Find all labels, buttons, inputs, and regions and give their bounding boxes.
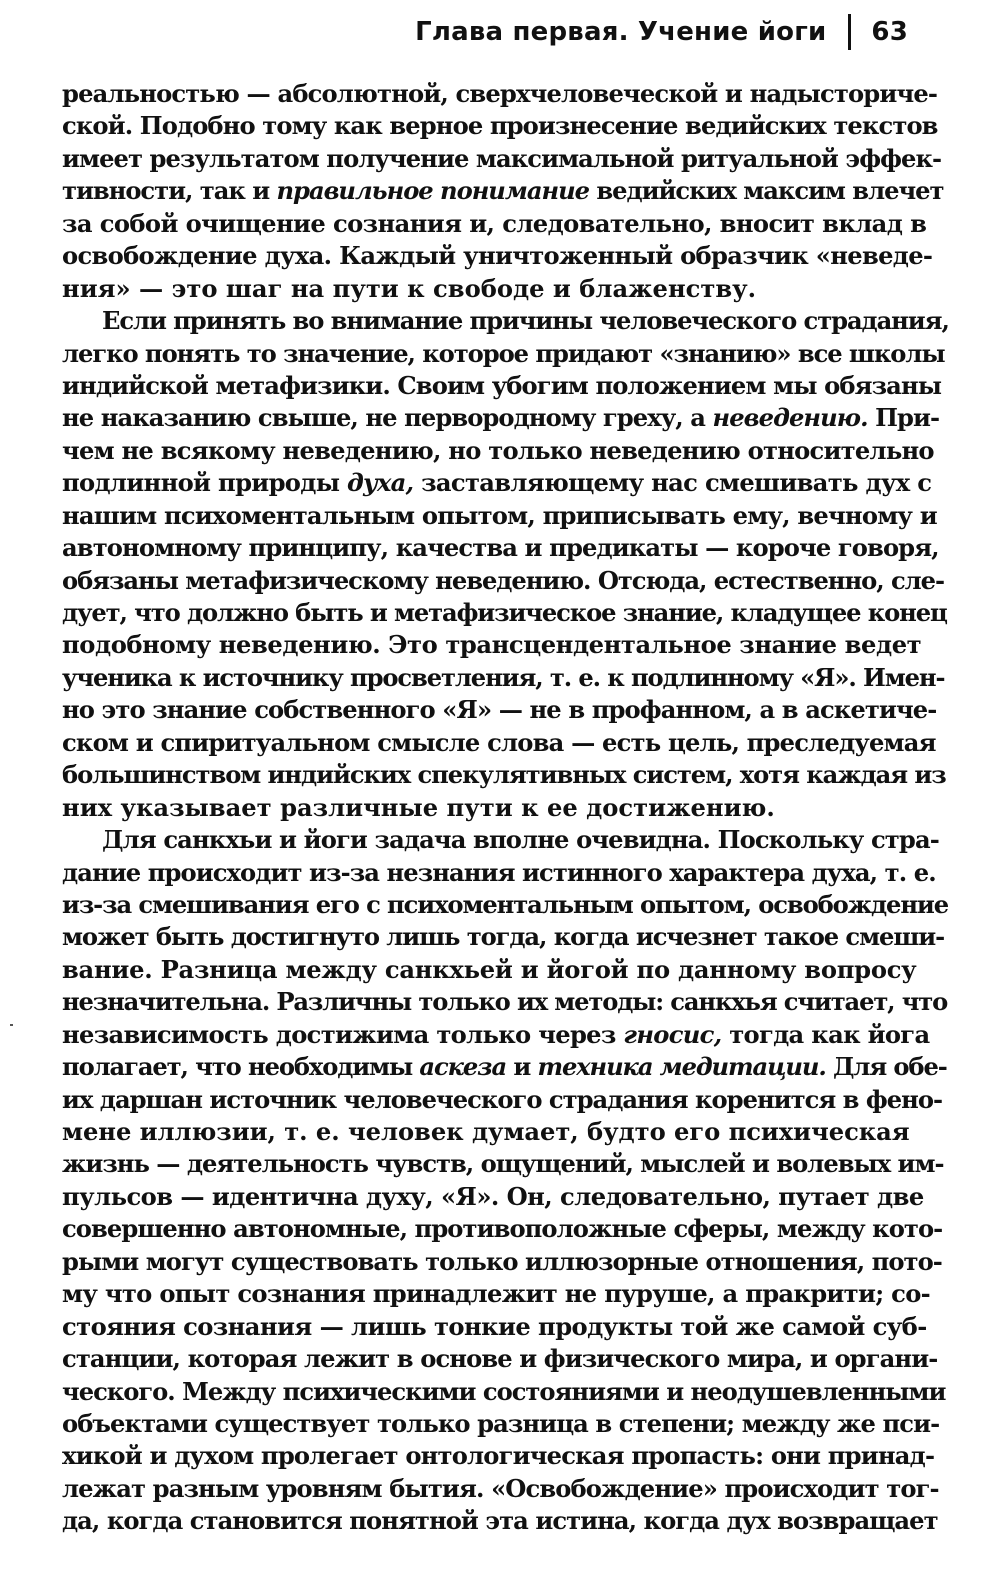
text-run: не наказанию свыше, не первородному греху, а [62,403,713,433]
text-run: большинством индийских спекулятивных систем, хотя каждая из [62,760,946,790]
text-run: за собой очищение сознания и, следовательно, вносит вклад в [62,208,927,238]
italic-phrase: гносис, [623,1019,722,1049]
chapter-title: Глава первая. Учение йоги [415,17,827,47]
text-run: ния» — это шаг на пути к свободе и блаженству. [62,273,757,303]
text-run: станции, которая лежит в основе и физического мира, и органи- [62,1344,938,1374]
italic-phrase: правильное понимание [276,176,589,206]
text-line [62,727,936,759]
text-run: полагает, что необходимы [62,1052,420,1082]
text-run: При- [867,403,940,433]
text-run: жизнь — деятельность чувств, ощущений, мыслей и волевых им- [62,1149,944,1179]
text-line [62,1440,935,1472]
text-line [62,824,939,856]
body-text [62,78,949,1538]
text-run: Если принять во внимание причины человеческого страдания, [102,306,949,336]
italic-phrase: техника медитации. [537,1052,826,1082]
text-run: му что опыт сознания принадлежит не пуруше, а пракрити; со- [62,1279,931,1309]
text-run: обязаны метафизическому неведению. Отсюда, естественно, сле- [62,565,945,595]
text-run: подлинной природы [62,468,348,498]
text-run: тивности, так и [62,176,277,206]
paragraph [62,824,949,1538]
text-line [62,565,945,597]
text-line [62,1408,940,1440]
page-number: 63 [871,17,908,47]
text-run: хикой и духом пролегает онтологическая пропасть: они принад- [62,1441,935,1471]
text-line [62,1376,946,1408]
italic-phrase: аскеза [419,1052,507,1082]
text-line [62,402,940,434]
text-run: нашим психоментальным опытом, приписывать ему, вечному и [62,500,937,530]
text-run: но это знание собственного «Я» — не в профанном, а в аскетиче- [62,695,937,725]
text-run: дание происходит из-за незнания истинного характера духа, т. е. [62,857,936,887]
text-line [62,1181,924,1213]
text-line [62,1311,927,1343]
text-run: Для санкхьи и йоги задача вполне очевидна. Поскольку стра- [102,825,939,855]
text-line [62,792,908,824]
text-line [62,694,937,726]
text-line [62,597,947,629]
text-run: ском и спиритуальном смысле слова — есть цель, преследуемая [62,727,936,757]
text-line [62,954,917,986]
text-run: и [506,1052,538,1082]
text-run: автономному принципу, качества и предикаты — короче говоря, [62,533,939,563]
text-run: совершенно автономные, противоположные сферы, между кото- [62,1214,943,1244]
text-line [62,500,937,532]
text-run: чем не всякому неведению, но только неведению относительно [62,435,934,465]
text-run: ведийских максим влечет [589,176,944,206]
text-line [62,467,932,499]
text-line [62,629,922,661]
text-run: пульсов — идентична духу, «Я». Он, следовательно, путает две [62,1181,924,1211]
text-run: объектами существует только разница в степени; между же пси- [62,1408,940,1438]
text-run: стояния сознания — лишь тонкие продукты той же самой суб- [62,1311,927,1341]
text-line [62,1505,938,1537]
text-line [62,759,946,791]
text-run: независимость достижима только через [62,1019,624,1049]
text-run: вание. Разница между санкхьей и йогой по данному вопросу [62,954,917,984]
text-run: них указывает различные пути к ее достижению. [62,792,775,822]
text-line [62,273,908,305]
text-line [62,1116,908,1148]
text-run: ческого. Между психическими состояниями и неодушевленными [62,1376,946,1406]
text-run: подобному неведению. Это трансцендентальное знание ведет [62,630,922,660]
text-run: заставляющему нас смешивать дух с [413,468,932,498]
text-line [62,1051,947,1083]
text-run: индийской метафизики. Своим убогим положением мы обязаны [62,370,942,400]
italic-phrase: неведению. [712,403,868,433]
text-run: да, когда становится понятной эта истина, когда дух возвращает [62,1506,938,1536]
text-line [62,1148,944,1180]
text-line [62,662,945,694]
paragraph [62,305,949,824]
text-line [62,532,939,564]
text-run: из-за смешивания его с психоментальным опытом, освобождение [62,889,949,919]
italic-phrase: духа, [347,468,414,498]
text-line [62,1246,942,1278]
text-line [62,435,934,467]
text-line [62,1343,938,1375]
text-run: мене иллюзии, т. е. человек думает, будто его психическая [62,1117,910,1146]
text-run: их даршан источник человеческого страдания коренится в фено- [62,1084,943,1114]
text-line [62,143,942,175]
text-run: дует, что должно быть и метафизическое знание, кладущее конец [62,598,947,627]
text-line [62,921,945,953]
text-line [62,889,949,921]
text-run: незначительна. Различны только их методы: санкхья считает, что [62,987,948,1017]
header-separator [848,14,851,50]
text-line [62,1473,939,1505]
running-header [415,14,908,50]
text-line [62,78,938,110]
text-line [62,1213,943,1245]
text-run: реальностью — абсолютной, сверхчеловеческой и надысториче- [62,79,938,108]
margin-mark [10,1024,13,1026]
text-line [62,857,936,889]
text-line [62,1084,943,1116]
text-line [62,1019,930,1051]
text-run: рыми могут существовать только иллюзорные отношения, пото- [62,1246,942,1276]
text-line [62,370,942,402]
text-run: может быть достигнуто лишь тогда, когда исчезнет такое смеши- [62,922,945,952]
text-run: легко понять то значение, которое придают «знанию» все школы [62,338,945,368]
text-run: ученика к источнику просветления, т. е. к подлинному «Я». Имен- [62,662,945,692]
text-line [62,240,933,272]
text-line [62,208,927,240]
text-line [62,986,948,1018]
text-line [62,1278,931,1310]
text-run: ской. Подобно тому как верное произнесение ведийских текстов [62,111,938,141]
text-line [62,175,944,207]
text-line [62,305,949,337]
text-run: имеет результатом получение максимальной ритуальной эффек- [62,143,942,173]
paragraph [62,78,944,305]
text-line [62,110,938,142]
text-run: освобождение духа. Каждый уничтоженный образчик «неведе- [62,241,933,271]
text-line [62,338,945,370]
text-run: лежат разным уровням бытия. «Освобождение» происходит тог- [62,1473,939,1503]
text-run: Для обе- [825,1052,947,1082]
text-run: тогда как йога [721,1019,930,1049]
